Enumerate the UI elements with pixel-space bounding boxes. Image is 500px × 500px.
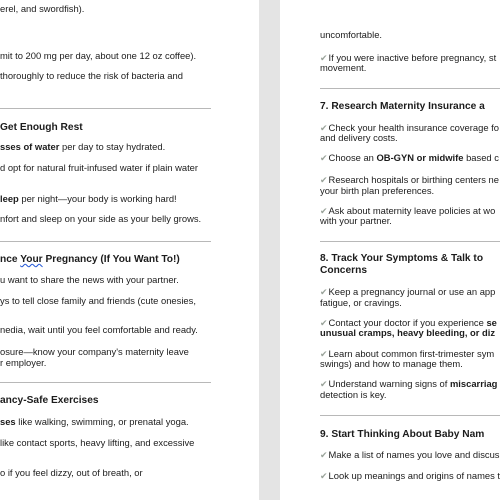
item-text: Contact your doctor if you experience bbox=[328, 317, 487, 328]
item-text: Look up meanings and origins of names t bbox=[328, 470, 500, 481]
item-text: Keep a pregnancy journal or use an app bbox=[328, 286, 496, 297]
checkmark-icon: ✔ bbox=[320, 153, 328, 163]
item-text: like walking, swimming, or prenatal yoga. bbox=[15, 416, 189, 427]
item-text: Choose an bbox=[328, 152, 377, 163]
list-item-continuation: swings) and how to manage them. bbox=[320, 358, 463, 369]
list-item: d opt for natural fruit-infused water if plain water bbox=[0, 162, 199, 173]
section-divider bbox=[0, 382, 211, 383]
item-text: Ask about maternity leave policies at wo bbox=[328, 205, 496, 216]
section-heading: Get Enough Rest bbox=[0, 122, 83, 133]
list-item-continuation: and delivery costs. bbox=[320, 132, 398, 143]
section-divider bbox=[320, 415, 500, 416]
checkmark-icon: ✔ bbox=[320, 53, 328, 63]
checkmark-icon: ✔ bbox=[320, 379, 328, 389]
section-heading: 9. Start Thinking About Baby Nam bbox=[320, 429, 485, 440]
list-item: thoroughly to reduce the risk of bacteria and bbox=[0, 70, 183, 81]
section-heading bbox=[0, 253, 180, 266]
item-text: Make a list of names you love and discus bbox=[328, 449, 500, 460]
section-divider bbox=[320, 88, 500, 89]
checkmark-icon: ✔ bbox=[320, 123, 328, 133]
checkmark-icon: ✔ bbox=[320, 318, 328, 328]
section-heading: 7. Research Maternity Insurance a bbox=[320, 101, 485, 112]
list-item-continuation: detection is key. bbox=[320, 389, 387, 400]
list-item: ys to tell close family and friends (cute onesies, bbox=[0, 295, 196, 306]
list-item: nfort and sleep on your side as your belly grows. bbox=[0, 213, 202, 224]
bold-text: ses bbox=[0, 416, 16, 427]
checkmark-icon: ✔ bbox=[320, 349, 328, 359]
list-item-continuation: your birth plan preferences. bbox=[320, 185, 435, 196]
checkmark-icon: ✔ bbox=[320, 471, 328, 481]
item-text: per night—your body is working hard! bbox=[18, 193, 177, 204]
item-text: per day to stay hydrated. bbox=[59, 141, 166, 152]
list-item: osure—know your company's maternity leave bbox=[0, 346, 189, 357]
list-item bbox=[0, 416, 189, 428]
section-divider bbox=[0, 108, 211, 109]
item-text: If you were inactive before pregnancy, st bbox=[328, 52, 497, 63]
list-item-continuation: with your partner. bbox=[320, 215, 392, 226]
bold-text: se bbox=[486, 317, 497, 328]
checkmark-icon: ✔ bbox=[320, 206, 328, 216]
section-divider bbox=[320, 241, 500, 242]
heading-text: nce bbox=[0, 254, 21, 265]
checkmark-icon: ✔ bbox=[320, 175, 328, 185]
list-item bbox=[320, 470, 500, 483]
bold-text: miscarriag bbox=[449, 378, 498, 389]
list-item bbox=[320, 449, 499, 462]
item-text: Check your health insurance coverage fo bbox=[328, 122, 499, 133]
list-item bbox=[0, 141, 165, 153]
list-item bbox=[0, 193, 177, 205]
list-item-continuation: unusual cramps, heavy bleeding, or diz bbox=[320, 327, 496, 338]
bold-text: leep bbox=[0, 193, 19, 204]
bold-text: sses of water bbox=[0, 141, 60, 152]
heading-text: Pregnancy (If You Want To!) bbox=[42, 254, 180, 265]
list-item: r employer. bbox=[0, 357, 47, 368]
item-text: Research hospitals or birthing centers ne bbox=[328, 174, 499, 185]
item-text: Understand warning signs of bbox=[328, 378, 450, 389]
list-item bbox=[320, 152, 499, 165]
list-item-continuation: movement. bbox=[320, 62, 367, 73]
list-item-continuation: fatigue, or cravings. bbox=[320, 297, 402, 308]
item-text: based c bbox=[463, 152, 499, 163]
document-page-right bbox=[280, 0, 500, 500]
checkmark-icon: ✔ bbox=[320, 287, 328, 297]
list-item: like contact sports, heavy lifting, and excessive bbox=[0, 437, 195, 448]
section-heading-continuation: Concerns bbox=[320, 265, 367, 276]
section-heading: 8. Track Your Symptoms & Talk to bbox=[320, 253, 484, 264]
spellcheck-underlined-word[interactable]: Your bbox=[20, 254, 43, 265]
bold-text: OB-GYN or midwife bbox=[376, 152, 464, 163]
list-item: u want to share the news with your partner. bbox=[0, 274, 179, 285]
item-text: Learn about common first-trimester sym bbox=[328, 348, 495, 359]
list-item: o if you feel dizzy, out of breath, or bbox=[0, 467, 143, 478]
list-item: uncomfortable. bbox=[320, 29, 383, 40]
list-item: erel, and swordfish). bbox=[0, 3, 85, 14]
section-heading: ancy-Safe Exercises bbox=[0, 395, 99, 406]
list-item: nedia, wait until you feel comfortable and ready. bbox=[0, 324, 198, 335]
checkmark-icon: ✔ bbox=[320, 450, 328, 460]
list-item: mit to 200 mg per day, about one 12 oz coffee). bbox=[0, 50, 197, 61]
section-divider bbox=[0, 241, 211, 242]
